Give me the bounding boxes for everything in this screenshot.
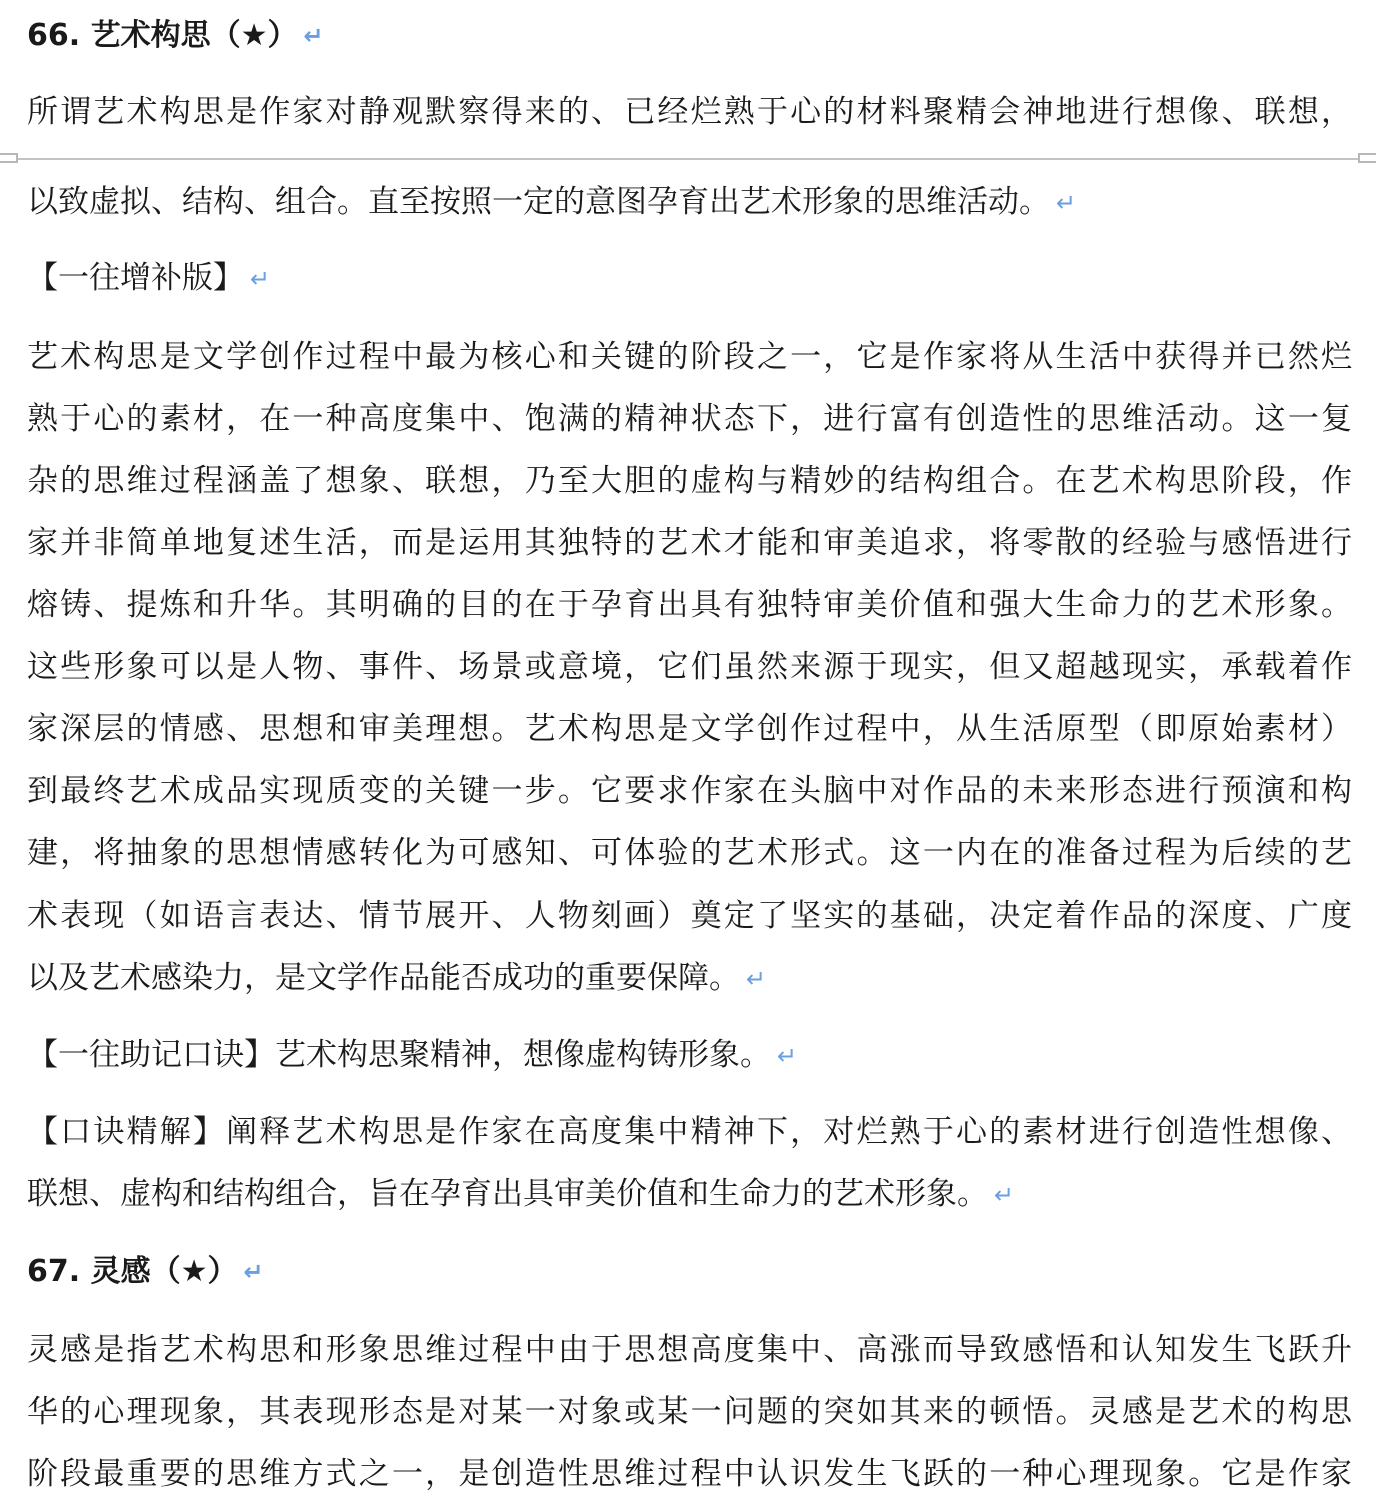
supplement-line: 杂的思维过程涵盖了想象、联想，乃至大胆的虚构与精妙的结构组合。在艺术构思阶段，作	[27, 463, 1352, 499]
paragraph-mark-icon: ↵	[1056, 189, 1077, 217]
definition-line-2-text: 以致虚拟、结构、组合。直至按照一定的意图孕育出艺术形象的思维活动。	[27, 184, 1050, 220]
page-break-marker-left	[0, 153, 18, 163]
supplement-line: 这些形象可以是人物、事件、场景或意境，它们虽然来源于现实，但又超越现实，承载着作	[27, 649, 1352, 685]
supplement-line: 熟于心的素材，在一种高度集中、饱满的精神状态下，进行富有创造性的思维活动。这一复	[27, 401, 1352, 437]
supplement-line: 艺术构思是文学创作过程中最为核心和关键的阶段之一，它是作家将从生活中获得并已然烂	[27, 339, 1352, 375]
inspiration-line: 华的心理现象，其表现形态是对某一对象或某一问题的突如其来的顿悟。灵感是艺术的构思	[27, 1394, 1352, 1430]
explanation-line-1: 【口诀精解】阐释艺术构思是作家在高度集中精神下，对烂熟于心的素材进行创造性想像、	[27, 1114, 1352, 1150]
page-break-marker-right	[1358, 153, 1376, 163]
supplement-line: 到最终艺术成品实现质变的关键一步。它要求作家在头脑中对作品的未来形态进行预演和构	[27, 773, 1352, 809]
supplement-label-text: 【一往增补版】	[27, 260, 244, 296]
supplement-line: 熔铸、提炼和升华。其明确的目的在于孕育出具有独特审美价值和强大生命力的艺术形象。	[27, 587, 1352, 623]
supplement-line-last	[27, 958, 766, 999]
supplement-line: 术表现（如语言表达、情节展开、人物刻画）奠定了坚实的基础，决定着作品的深度、广度	[27, 898, 1352, 934]
explanation-line-2-text: 联想、虚构和结构组合，旨在孕育出具审美价值和生命力的艺术形象。	[27, 1176, 988, 1212]
paragraph-mark-icon: ↵	[303, 22, 324, 50]
heading-67	[27, 1252, 264, 1292]
page-break	[0, 151, 1376, 167]
paragraph-mark-icon: ↵	[746, 965, 767, 993]
supplement-line-last-text: 以及艺术感染力，是文学作品能否成功的重要保障。	[27, 960, 740, 996]
heading-67-text: 67. 灵感（★）	[27, 1254, 238, 1289]
definition-line-2	[27, 182, 1076, 223]
supplement-line: 建，将抽象的思想情感转化为可感知、可体验的艺术形式。这一内在的准备过程为后续的艺	[27, 835, 1352, 871]
explanation-line-2	[27, 1174, 1014, 1215]
supplement-label	[27, 258, 270, 299]
supplement-line: 家并非简单地复述生活，而是运用其独特的艺术才能和审美追求，将零散的经验与感悟进行	[27, 525, 1352, 561]
inspiration-line: 灵感是指艺术构思和形象思维过程中由于思想高度集中、高涨而导致感悟和认知发生飞跃升	[27, 1332, 1352, 1368]
supplement-line: 家深层的情感、思想和审美理想。艺术构思是文学创作过程中，从生活原型（即原始素材）	[27, 711, 1352, 747]
page-break-line	[0, 158, 1376, 160]
heading-66-text: 66. 艺术构思（★）	[27, 18, 298, 53]
heading-66	[27, 16, 324, 56]
mnemonic-text: 【一往助记口诀】艺术构思聚精神，想像虚构铸形象。	[27, 1037, 771, 1073]
mnemonic-line	[27, 1035, 797, 1076]
inspiration-line: 阶段最重要的思维方式之一，是创造性思维过程中认识发生飞跃的一种心理现象。它是作家	[27, 1456, 1352, 1492]
paragraph-mark-icon: ↵	[777, 1042, 798, 1070]
paragraph-mark-icon: ↵	[250, 265, 271, 293]
paragraph-mark-icon: ↵	[994, 1181, 1015, 1209]
paragraph-mark-icon: ↵	[243, 1258, 264, 1286]
definition-line-1: 所谓艺术构思是作家对静观默察得来的、已经烂熟于心的材料聚精会神地进行想像、联想，	[27, 94, 1352, 130]
